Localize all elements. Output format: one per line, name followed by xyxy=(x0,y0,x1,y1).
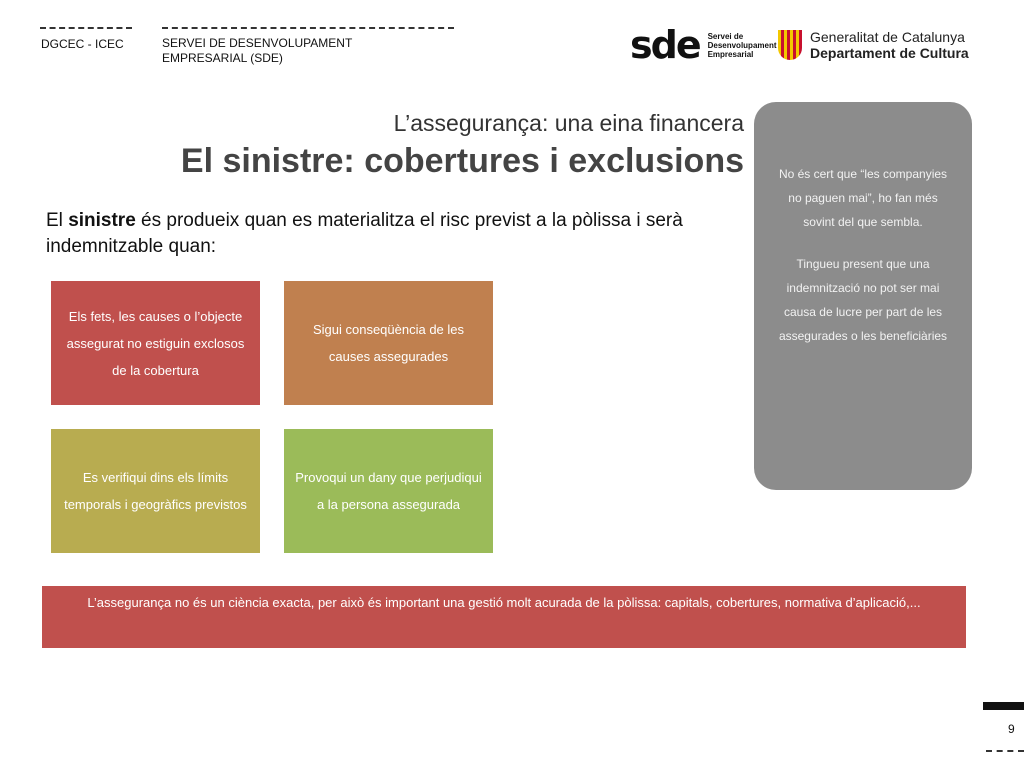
condition-text: Els fets, les causes o l’objecte assegurat no estiguin exclosos de la cobertura xyxy=(66,308,245,378)
condition-box-1 xyxy=(51,281,260,405)
service-name-line2: EMPRESARIAL (SDE) xyxy=(162,51,283,65)
side-note-paragraph-2: Tingueu present que una indemnització no pot ser mai causa de lucre per part de les assegurades o les beneficiàries xyxy=(778,257,948,343)
banner-text: L’assegurança no és un ciència exacta, per això és important una gestió molt acurada de la pòlissa: capitals, cobertures, normativa d’aplicació,... xyxy=(87,595,921,610)
slide-subtitle: L’assegurança: una eina financera xyxy=(393,110,744,136)
generalitat-logo xyxy=(778,29,969,61)
side-note-panel xyxy=(754,102,972,490)
intro-paragraph xyxy=(46,208,686,260)
service-name-line1: SERVEI DE DESENVOLUPAMENT xyxy=(162,36,353,50)
slide-title: El sinistre: cobertures i exclusions xyxy=(180,142,744,180)
intro-rest: és produeix quan es materialitza el risc previst a la pòlissa i serà indemnitzable quan: xyxy=(46,210,683,257)
generalitat-logo-text xyxy=(810,29,969,61)
header-dashed-line-right xyxy=(162,27,454,29)
condition-box-4 xyxy=(284,429,493,553)
page-number-bar xyxy=(983,702,1024,710)
sde-logo-line3: Empresarial xyxy=(707,49,754,59)
department-name: Departament de Cultura xyxy=(810,45,969,61)
senyera-icon xyxy=(778,30,802,60)
condition-box-3 xyxy=(51,429,260,553)
service-name xyxy=(162,36,352,66)
org-short-label: DGCEC - ICEC xyxy=(41,37,124,51)
intro-prefix: El xyxy=(46,210,69,231)
side-note-paragraph-1: No és cert que “les companyies no paguen mai”, ho fan més sovint del que sembla. xyxy=(778,167,948,229)
sde-logo-subtitle xyxy=(708,32,777,59)
sde-logo-line2: Desenvolupament xyxy=(707,40,777,50)
condition-text: Provoqui un dany que perjudiqui a la persona assegurada xyxy=(295,470,482,512)
page-number: 9 xyxy=(1008,722,1015,736)
sde-logo-mark: sde xyxy=(630,23,700,67)
header-dashed-line-left xyxy=(40,27,132,29)
bottom-banner xyxy=(42,586,966,648)
footer-dashed-line xyxy=(986,750,1024,752)
generalitat-name: Generalitat de Catalunya xyxy=(810,29,965,45)
condition-text: Sigui conseqüència de les causes assegurades xyxy=(312,322,465,364)
condition-box-2 xyxy=(284,281,493,405)
intro-keyword: sinistre xyxy=(68,210,136,231)
condition-text: Es verifiqui dins els límits temporals i geogràfics previstos xyxy=(64,470,247,512)
sde-logo xyxy=(630,25,777,65)
sde-logo-line1: Servei de xyxy=(707,31,744,41)
